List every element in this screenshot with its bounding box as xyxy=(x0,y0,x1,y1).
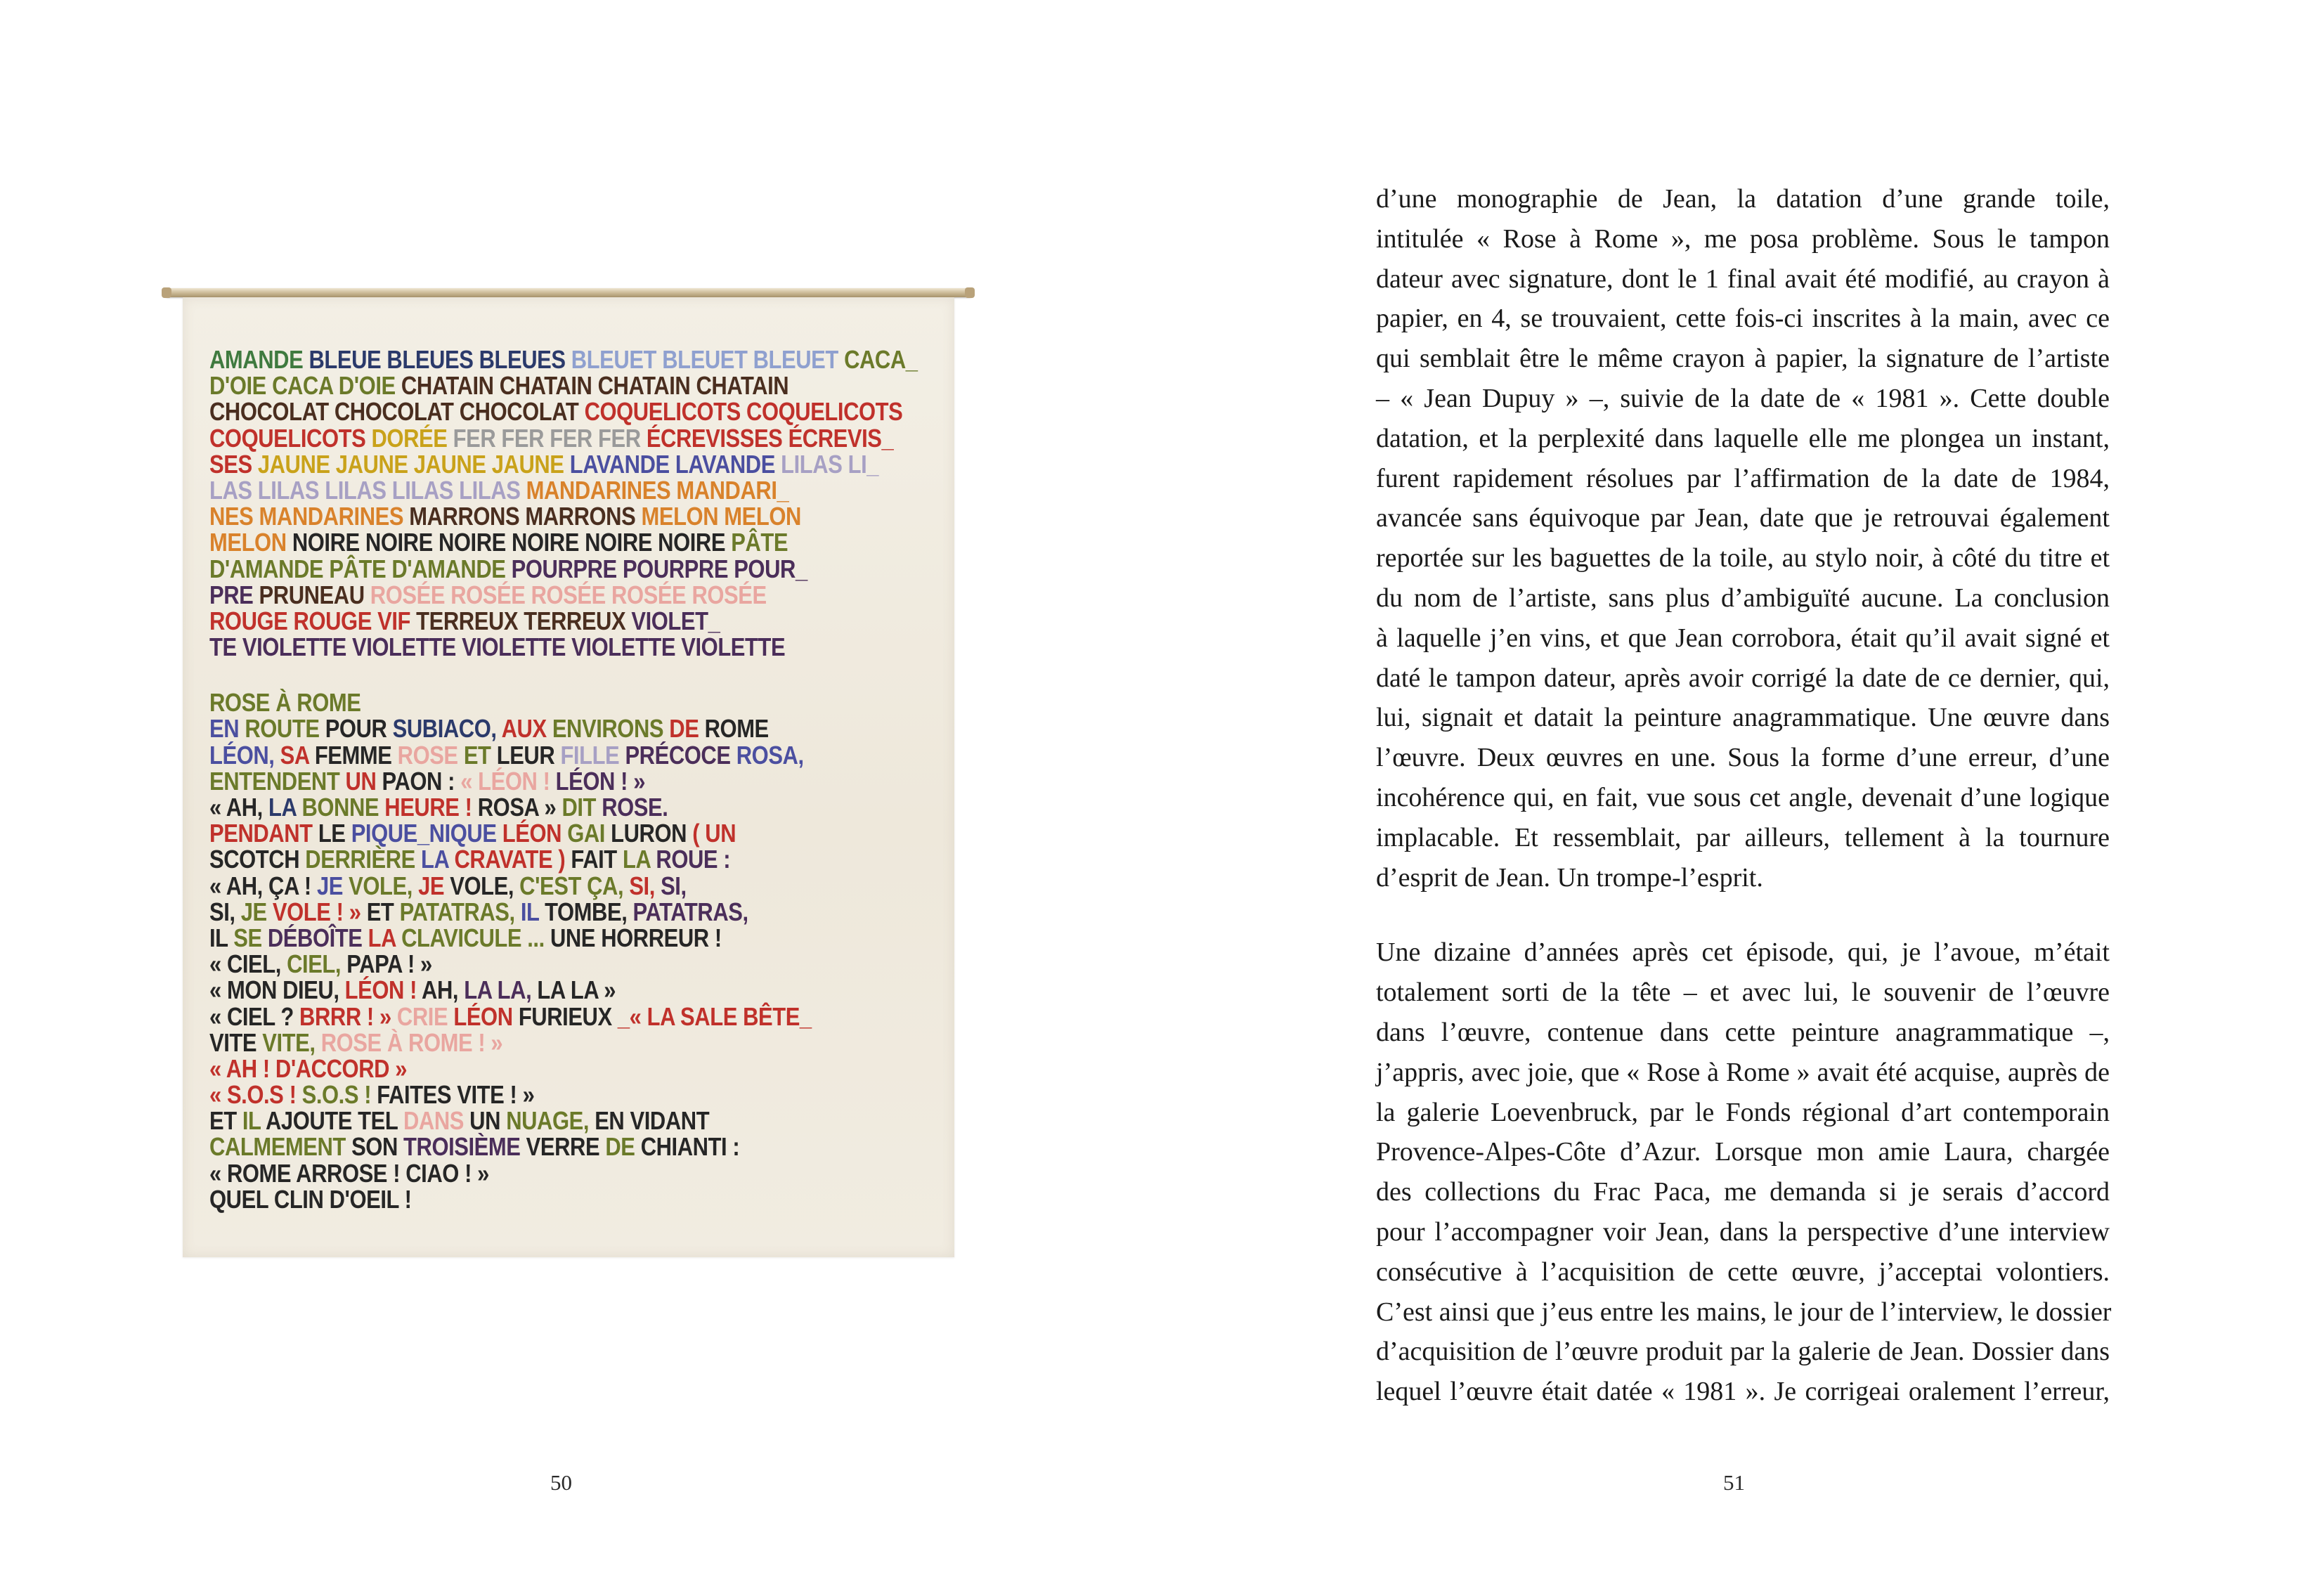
painted-word: SI, xyxy=(209,897,241,926)
painted-word: ROSA » xyxy=(477,793,562,822)
painted-word: SES xyxy=(209,449,258,479)
text-line: Une dizaine d’années après cet épisode, qui, je l’avoue, m’était xyxy=(1376,937,2110,968)
painted-word: LÉON xyxy=(453,1001,519,1031)
painted-word: TE VIOLETTE VIOLETTE VIOLETTE VIOLETTE VIOLETTE xyxy=(209,632,786,662)
painted-word: TOMBE, xyxy=(545,897,633,926)
painted-word: ENTENDENT xyxy=(209,766,346,796)
painted-word: LÉON ! » xyxy=(555,766,645,796)
painting-line xyxy=(209,556,832,582)
painted-word: HORREUR ! xyxy=(601,923,722,952)
painted-word: DORÉE xyxy=(371,423,453,453)
painted-word: VIDANT xyxy=(630,1106,710,1136)
painted-word: CHATAIN CHATAIN CHATAIN CHATAIN xyxy=(401,371,789,401)
text-line: reportée sur les baguettes de la toile, au stylo noir, à côté du titre et xyxy=(1376,543,2110,573)
painted-word: ET xyxy=(463,740,497,770)
painted-word: DE xyxy=(669,714,705,744)
text-line: l’œuvre. Deux œuvres en une. Sous la forme d’une erreur, d’une xyxy=(1376,743,2110,773)
painted-word: PATATRAS, xyxy=(399,897,521,926)
painted-word: PATATRAS, xyxy=(632,897,748,926)
painted-word: « AH, ÇA ! xyxy=(209,871,317,900)
painted-word: JAUNE JAUNE JAUNE JAUNE xyxy=(257,449,570,479)
painted-word: CIAO ! » xyxy=(405,1158,489,1188)
painted-word: ARROSE ! xyxy=(296,1158,406,1188)
painted-word: POURPRE POURPRE POUR_ xyxy=(511,554,807,583)
painting-line xyxy=(209,449,879,479)
painting-line xyxy=(209,899,832,925)
painted-word: NES MANDARINES xyxy=(209,502,410,531)
painted-word: CHIANTI : xyxy=(640,1132,740,1162)
painting-line xyxy=(209,714,832,744)
painted-word: TERREUX TERREUX xyxy=(416,606,632,635)
painted-word: ROSA, xyxy=(736,740,804,770)
painted-word: PRUNEAU xyxy=(259,580,370,609)
painting-line xyxy=(209,768,832,794)
painted-word: D'AMANDE PÂTE D'AMANDE xyxy=(209,554,512,583)
painted-word: SI, xyxy=(629,871,661,900)
painted-word: JE xyxy=(418,871,450,900)
text-line: datation, et la perplexité dans laquelle elle me plongea un instant, xyxy=(1376,423,2110,453)
painted-word: FEMME xyxy=(314,740,398,770)
painted-word: IL xyxy=(242,1106,266,1136)
painted-word: LÉON, xyxy=(209,740,280,770)
painted-word: PAPA ! » xyxy=(346,949,432,979)
painted-word: PIQUE_NIQUE xyxy=(351,819,502,848)
painted-word: FER FER FER FER xyxy=(453,423,647,453)
painted-word: FAITES xyxy=(377,1080,457,1110)
paragraph-1 xyxy=(1376,179,2110,897)
text-line: pour l’accompagner voir Jean, dans la perspective d’une interview xyxy=(1376,1216,2110,1247)
painted-word: DANS xyxy=(403,1106,470,1136)
painted-word: IL xyxy=(520,897,545,926)
painting-line xyxy=(209,397,903,427)
painted-word: VITE xyxy=(209,1027,263,1057)
painted-word: BLEUET BLEUET BLEUET xyxy=(571,345,845,374)
painted-word: CLAVICULE ... xyxy=(401,923,550,952)
painting-line xyxy=(209,608,832,634)
text-line: lequel l’œuvre était datée « 1981 ». Je corrigeai oralement l’erreur, xyxy=(1376,1377,2110,1407)
painted-word: ROME xyxy=(704,714,769,744)
painted-word: SE xyxy=(233,923,268,952)
painted-word: FURIEUX xyxy=(518,1001,618,1031)
painted-word: AMANDE xyxy=(209,345,309,374)
painted-word: DERRIÈRE xyxy=(305,845,422,874)
painted-word: D'OIE CACA D'OIE xyxy=(209,371,401,401)
painted-word: TROISIÈME xyxy=(403,1132,526,1162)
painted-word: ROUTE xyxy=(245,714,325,744)
painted-word: LA xyxy=(622,845,656,874)
painted-word: _« LA SALE BÊTE_ xyxy=(617,1001,812,1031)
painted-word: PENDANT xyxy=(209,819,318,848)
painted-word: CIEL, xyxy=(287,949,347,979)
painting-line xyxy=(209,820,832,846)
painting-line xyxy=(209,582,832,608)
painted-word: AH, xyxy=(422,975,465,1005)
painted-word: ET xyxy=(366,897,400,926)
painted-word: LE xyxy=(318,819,351,848)
painting-line xyxy=(209,846,832,872)
painting-line xyxy=(209,503,832,529)
text-line: du nom de l’artiste, sans plus d’ambiguïté aucune. La conclusion xyxy=(1376,583,2110,613)
painted-word: MELON xyxy=(209,528,292,557)
paragraph-2 xyxy=(1376,933,2110,1412)
painted-word: MANDARINES MANDARI_ xyxy=(526,475,789,505)
painted-word: ( UN xyxy=(692,819,736,848)
painted-word: TEL xyxy=(358,1106,403,1136)
painted-word: D'OEIL ! xyxy=(329,1184,412,1214)
painted-word: CRAVATE ) xyxy=(454,845,571,874)
text-line: Provence-Alpes-Côte d’Azur. Lorsque mon amie Laura, chargée xyxy=(1376,1137,2110,1167)
painted-word: LÉON ! xyxy=(344,975,422,1005)
painted-word: SCOTCH xyxy=(209,845,306,874)
painted-word: LURON xyxy=(611,819,693,848)
rod-end-left xyxy=(162,287,171,298)
painted-word: ROSE. xyxy=(602,793,668,822)
body-text xyxy=(1376,179,2110,1412)
painting-line xyxy=(209,873,832,899)
painting-line xyxy=(209,1160,832,1186)
painted-word: VITE, xyxy=(262,1027,321,1057)
painted-word: CACA_ xyxy=(844,345,918,374)
painted-word: COQUELICOTS xyxy=(209,423,372,453)
painted-word: LA xyxy=(268,793,302,822)
page-number-right: 51 xyxy=(1723,1470,1745,1495)
painted-word: AJOUTE xyxy=(266,1106,358,1136)
painted-word: BONNE xyxy=(301,793,385,822)
painting-line xyxy=(209,477,832,503)
painted-word: DIT xyxy=(561,793,602,822)
painting-canvas xyxy=(183,297,954,1257)
painted-word: ENVIRONS xyxy=(552,714,670,744)
painting-text xyxy=(209,345,918,1214)
text-line: intitulée « Rose à Rome », me posa problème. Sous le tampon xyxy=(1376,223,2110,254)
painted-word: CLIN xyxy=(273,1184,330,1214)
painting-line xyxy=(209,529,832,555)
painting-line xyxy=(209,1001,832,1031)
painted-word: « LÉON ! xyxy=(460,766,556,796)
painting-line xyxy=(209,925,832,951)
painting-line xyxy=(209,371,832,401)
painting-line xyxy=(209,1053,832,1083)
hanging-rod xyxy=(164,288,973,297)
painted-word: BLEUE BLEUES BLEUES xyxy=(309,345,571,374)
painted-word: PRE xyxy=(209,580,259,609)
painted-word: ÉCREVISSES ÉCREVIS_ xyxy=(646,423,894,453)
painted-word: FAIT xyxy=(571,845,623,874)
painted-word: « CIEL ? xyxy=(209,1001,300,1031)
painted-word: CHOCOLAT CHOCOLAT CHOCOLAT xyxy=(209,397,585,427)
painted-word: LA LA, xyxy=(464,975,538,1005)
painted-word: LAVANDE LAVANDE xyxy=(569,449,781,479)
painted-word: PAON : xyxy=(382,766,461,796)
text-line: – « Jean Dupuy » –, suivie de la date de « 1981 ». Cette double xyxy=(1376,383,2110,413)
painted-word: POUR xyxy=(325,714,393,744)
painted-word: VERRE xyxy=(526,1132,606,1162)
painting-line xyxy=(209,634,832,660)
text-line: totalement sorti de la tête – et avec lui, le souvenir de l’œuvre xyxy=(1376,978,2110,1008)
painted-word: DÉBOÎTE xyxy=(267,923,368,952)
text-line: à laquelle j’en vins, et que Jean corrobora, était qu’il avait signé et xyxy=(1376,623,2110,653)
painted-word: SI, xyxy=(661,871,687,900)
painted-word: VOLE, xyxy=(450,871,520,900)
painted-word: VITE ! » xyxy=(457,1080,535,1110)
text-line: incohérence qui, en fait, vue sous cet angle, devenait d’une logique xyxy=(1376,782,2110,812)
painted-word: DE xyxy=(605,1132,641,1162)
painted-word: AUX xyxy=(501,714,552,744)
painted-word: MARRONS MARRONS xyxy=(409,502,642,531)
painted-word: MELON MELON xyxy=(641,502,801,531)
painted-word: « AH ! D'ACCORD » xyxy=(209,1053,408,1083)
text-line: d’esprit de Jean. Un trompe-l’esprit. xyxy=(1376,862,1763,893)
text-line: des collections du Frac Paca, me demanda si je serais d’accord xyxy=(1376,1177,2110,1207)
painted-word: À ROME ! » xyxy=(387,1027,503,1057)
text-line: d’une monographie de Jean, la datation d’une grande toile, xyxy=(1376,184,2110,214)
painting-line xyxy=(209,345,918,374)
painted-word: ROSE À ROME xyxy=(209,688,361,718)
painted-word: « S.O.S ! xyxy=(209,1080,302,1110)
text-line: papier, en 4, se trouvaient, cette fois-ci inscrites à la main, avec ce xyxy=(1376,304,2110,334)
painted-word: LA xyxy=(368,923,402,952)
text-line: dans l’œuvre, contenue dans cette peinture anagrammatique –, xyxy=(1376,1017,2110,1047)
painted-word: COQUELICOTS COQUELICOTS xyxy=(584,397,903,427)
text-line: C’est ainsi que j’eus entre les mains, le jour de l’interview, le dossier xyxy=(1376,1297,2112,1327)
painted-word: CALMEMENT xyxy=(209,1132,352,1162)
painted-word: EN xyxy=(209,714,245,744)
painted-word: VIOLET_ xyxy=(631,606,720,635)
painted-word: EN xyxy=(595,1106,630,1136)
painted-word: SA xyxy=(280,740,315,770)
painted-word: LA LA » xyxy=(537,975,616,1005)
painted-word: FILLE xyxy=(560,740,625,770)
painted-word: ROUE : xyxy=(656,845,731,874)
painting-line xyxy=(209,1082,832,1108)
painting-line xyxy=(209,1108,832,1134)
painted-word: NOIRE NOIRE NOIRE NOIRE NOIRE NOIRE xyxy=(292,528,732,557)
painting-line xyxy=(209,1134,832,1160)
text-line: implacable. Et ressemblait, par ailleurs, tellement à la tournure xyxy=(1376,822,2110,852)
text-line: d’acquisition de l’œuvre produit par la galerie de Jean. Dossier dans xyxy=(1376,1337,2110,1367)
text-line: consécutive à l’acquisition de cette œuvre, j’acceptai volontiers. xyxy=(1376,1257,2110,1287)
painted-word: IL xyxy=(209,923,234,952)
painted-word: VOLE ! » xyxy=(272,897,367,926)
text-line: la galerie Loevenbruck, par le Fonds régional d’art contemporain xyxy=(1376,1097,2110,1127)
painted-word: GAI xyxy=(567,819,611,848)
painted-word: JE xyxy=(240,897,273,926)
painted-word: LA xyxy=(421,845,455,874)
painted-word: « CIEL, xyxy=(209,949,287,979)
painted-word: LILAS LI_ xyxy=(781,449,879,479)
painted-word: « AH, xyxy=(209,793,269,822)
painted-word: LEUR xyxy=(496,740,561,770)
painted-word: ROUGE ROUGE VIF xyxy=(209,606,417,635)
text-line: furent rapidement résolues par l’affirmation de la date de 1984, xyxy=(1376,463,2110,493)
painted-word: UNE xyxy=(550,923,602,952)
painted-word: ROSÉE ROSÉE ROSÉE ROSÉE ROSÉE xyxy=(370,580,767,609)
painting-line xyxy=(209,1186,832,1212)
painted-word: UN xyxy=(469,1106,507,1136)
painted-word: DIEU, xyxy=(283,975,345,1005)
painted-word: UN xyxy=(345,766,382,796)
text-line: avancée sans équivoque par Jean, date que je retrouvai également xyxy=(1376,503,2110,533)
painted-word: BRRR ! » xyxy=(299,1001,397,1031)
painting-line xyxy=(209,794,832,820)
painted-word: ROSE xyxy=(397,740,464,770)
painting-line xyxy=(209,742,832,768)
painted-word: QUEL xyxy=(209,1184,274,1214)
text-line: daté le tampon dateur, après avoir corrigé la date de ce dernier, qui, xyxy=(1376,663,2110,693)
painted-word: SUBIACO, xyxy=(392,714,502,744)
painted-word: « ROME xyxy=(209,1158,297,1188)
painting-line xyxy=(209,423,894,453)
painting-line xyxy=(209,660,832,689)
painting-line xyxy=(209,1027,832,1057)
text-line: lui, signait et datait la peinture anagrammatique. Une œuvre dans xyxy=(1376,703,2110,733)
text-line: dateur avec signature, dont le 1 final avait été modifié, au crayon à xyxy=(1376,264,2110,294)
paragraph-spacer xyxy=(1376,897,2110,933)
page-number-left: 50 xyxy=(550,1470,572,1495)
text-line: qui semblait être le même crayon à papier, la signature de l’artiste xyxy=(1376,344,2110,374)
text-line: j’appris, avec joie, que « Rose à Rome » avait été acquise, auprès de xyxy=(1376,1057,2110,1087)
painted-word: ROSE xyxy=(320,1027,387,1057)
painted-word: JE xyxy=(316,871,349,900)
painted-word: HEURE ! xyxy=(384,793,478,822)
painted-word: CRIE xyxy=(396,1001,454,1031)
painted-word: SON xyxy=(351,1132,404,1162)
painted-word: C'EST ÇA, xyxy=(519,871,630,900)
painted-word: PÂTE xyxy=(731,528,788,557)
painted-word: « MON xyxy=(209,975,283,1005)
painted-word: VOLE, xyxy=(349,871,419,900)
painted-word: ET xyxy=(209,1106,242,1136)
painting-line xyxy=(209,977,832,1003)
painting-line xyxy=(209,688,832,718)
painted-word: LÉON xyxy=(502,819,568,848)
painted-word: NUAGE, xyxy=(506,1106,595,1136)
painted-word: PRÉCOCE xyxy=(625,740,736,770)
painting-line xyxy=(209,951,832,977)
painted-word: LAS LILAS LILAS LILAS LILAS xyxy=(209,475,526,505)
rod-end-right xyxy=(965,287,975,298)
painted-word: S.O.S ! xyxy=(301,1080,377,1110)
